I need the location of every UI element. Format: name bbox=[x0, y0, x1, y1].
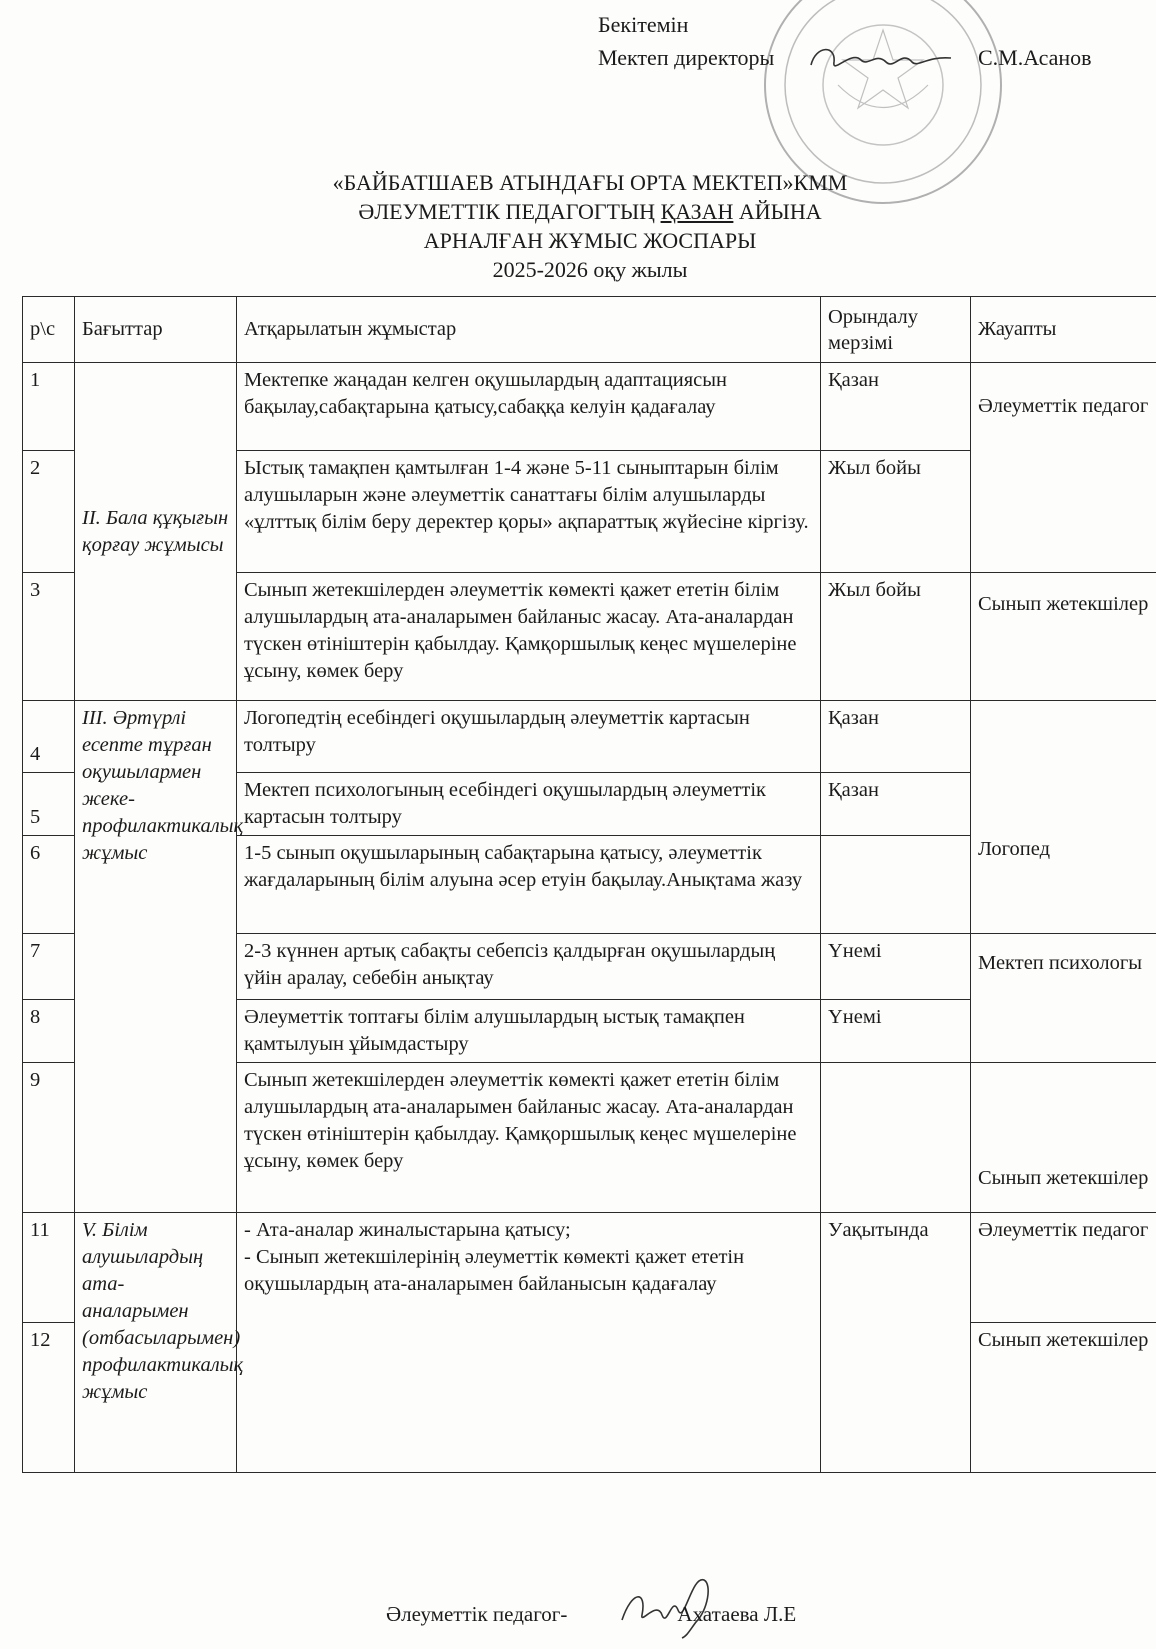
table-row: 4 III. Әртүрлі есепте тұрған оқушылармен жеке-профилактикалық жұмыс Логопедтің есебіндегі оқушылардың әлеуметтік картасын толтыру Қазан Логопед bbox=[23, 701, 1156, 773]
direction-cell: V. Білім алушылардың ата-аналарымен (отбасыларымен) профилактикалық жұмыс bbox=[75, 1213, 237, 1473]
footer-signature-line bbox=[386, 1602, 796, 1627]
approval-block bbox=[598, 8, 1092, 74]
responsible-cell: Логопед bbox=[971, 701, 1156, 934]
approval-title: Бекітемін bbox=[598, 12, 689, 37]
col-header-work: Атқарылатын жұмыстар bbox=[237, 297, 821, 363]
table-row: 11 V. Білім алушылардың ата-аналарымен (отбасыларымен) профилактикалық жұмыс - Ата-аналар жиналыстарына қатысу; - Сынып жетекшілерінің әлеуметтік көмекті қажет ететін оқушылардың ата-аналарымен байланысын қадағалау Уақытында Әлеуметтік педагог bbox=[23, 1213, 1156, 1323]
col-header-term: Орындалу мерзімі bbox=[821, 297, 971, 363]
direction-cell: II. Бала құқығын қорғау жұмысы bbox=[75, 363, 237, 701]
responsible-cell: Мектеп психологы bbox=[971, 934, 1156, 1063]
table-row: 12 Сынып жетекшілер bbox=[23, 1323, 1156, 1473]
header-line-2: ӘЛЕУМЕТТІК ПЕДАГОГТЫҢ ҚАЗАН АЙЫНА bbox=[358, 199, 822, 224]
table-row: 6 1-5 сынып оқушыларының сабақтарына қатысу, әлеуметтік жағдаларының білім алуына әсер етуін бақылау.Анықтама жазу bbox=[23, 836, 1156, 934]
work-cell-merged: - Ата-аналар жиналыстарына қатысу; - Сынып жетекшілерінің әлеуметтік көмекті қажет ететін оқушылардың ата-аналарымен байланысын қадағалау bbox=[237, 1213, 821, 1473]
approval-name: С.М.Асанов bbox=[978, 45, 1092, 70]
table-row: 2 Ыстық тамақпен қамтылған 1-4 және 5-11 сыныптарын білім алушыларын және әлеуметтік санаттағы білім алушыларды «ұлттық білім беру деректер қоры» ақпараттық жүйесіне кіргізу. Жыл бойы bbox=[23, 451, 1156, 573]
plan-month: ҚАЗАН bbox=[660, 199, 734, 224]
document-header bbox=[180, 168, 1000, 284]
direction-cell: III. Әртүрлі есепте тұрған оқушылармен жеке-профилактикалық жұмыс bbox=[75, 701, 237, 1213]
col-header-responsible: Жауапты bbox=[971, 297, 1156, 363]
school-name: «БАЙБАТШАЕВ АТЫНДАҒЫ ОРТА МЕКТЕП»КММ bbox=[332, 170, 848, 195]
col-header-direction: Бағыттар bbox=[75, 297, 237, 363]
responsible-cell: Сынып жетекшілер bbox=[971, 1063, 1156, 1213]
col-header-num: р\с bbox=[23, 297, 75, 363]
table-row: 1 II. Бала құқығын қорғау жұмысы Мектепке жаңадан келген оқушылардың адаптациясын бақылау,сабақтарына қатысу,сабаққа келуін қадағалау Қазан Әлеуметтік педагог bbox=[23, 363, 1156, 451]
footer-name: Ахатаева Л.Е bbox=[677, 1602, 797, 1626]
table-row: 3 Сынып жетекшілерден әлеуметтік көмекті қажет ететін білім алушылардың ата-аналарымен байланыс жасау. Ата-аналардан түскен өтініштерін қабылдау. Қамқоршылық кеңес мүшелеріне ұсыну, көмек беру Жыл бойы Сынып жетекшілер bbox=[23, 573, 1156, 701]
approval-position: Мектеп директоры bbox=[598, 45, 775, 70]
header-line-3: АРНАЛҒАН ЖҰМЫС ЖОСПАРЫ bbox=[423, 228, 757, 253]
table-row: 8 Әлеуметтік топтағы білім алушылардың ыстық тамақпен қамтылуын ұйымдастыру Үнемі bbox=[23, 1000, 1156, 1063]
work-plan-table bbox=[22, 296, 1156, 1473]
academic-year: 2025-2026 оқу жылы bbox=[492, 257, 688, 282]
responsible-cell: Сынып жетекшілер bbox=[971, 1323, 1156, 1473]
responsible-cell: Сынып жетекшілер bbox=[971, 573, 1156, 701]
table-header-row bbox=[23, 297, 1156, 363]
table-row: 9 Сынып жетекшілерден әлеуметтік көмекті қажет ететін білім алушылардың ата-аналарымен байланыс жасау. Ата-аналардан түскен өтініштерін қабылдау. Қамқоршылық кеңес мүшелеріне ұсыну, көмек беру Сынып жетекшілер bbox=[23, 1063, 1156, 1213]
responsible-cell: Әлеуметтік педагог bbox=[971, 363, 1156, 573]
footer-position: Әлеуметтік педагог- bbox=[386, 1602, 568, 1626]
table-row: 7 2-3 күннен артық сабақты себепсіз қалдырған оқушылардың үйін аралау, себебін анықтау Үнемі Мектеп психологы bbox=[23, 934, 1156, 1000]
responsible-cell: Әлеуметтік педагог bbox=[971, 1213, 1156, 1323]
table-row: 5 Мектеп психологының есебіндегі оқушылардың әлеуметтік картасын толтыру Қазан bbox=[23, 773, 1156, 836]
